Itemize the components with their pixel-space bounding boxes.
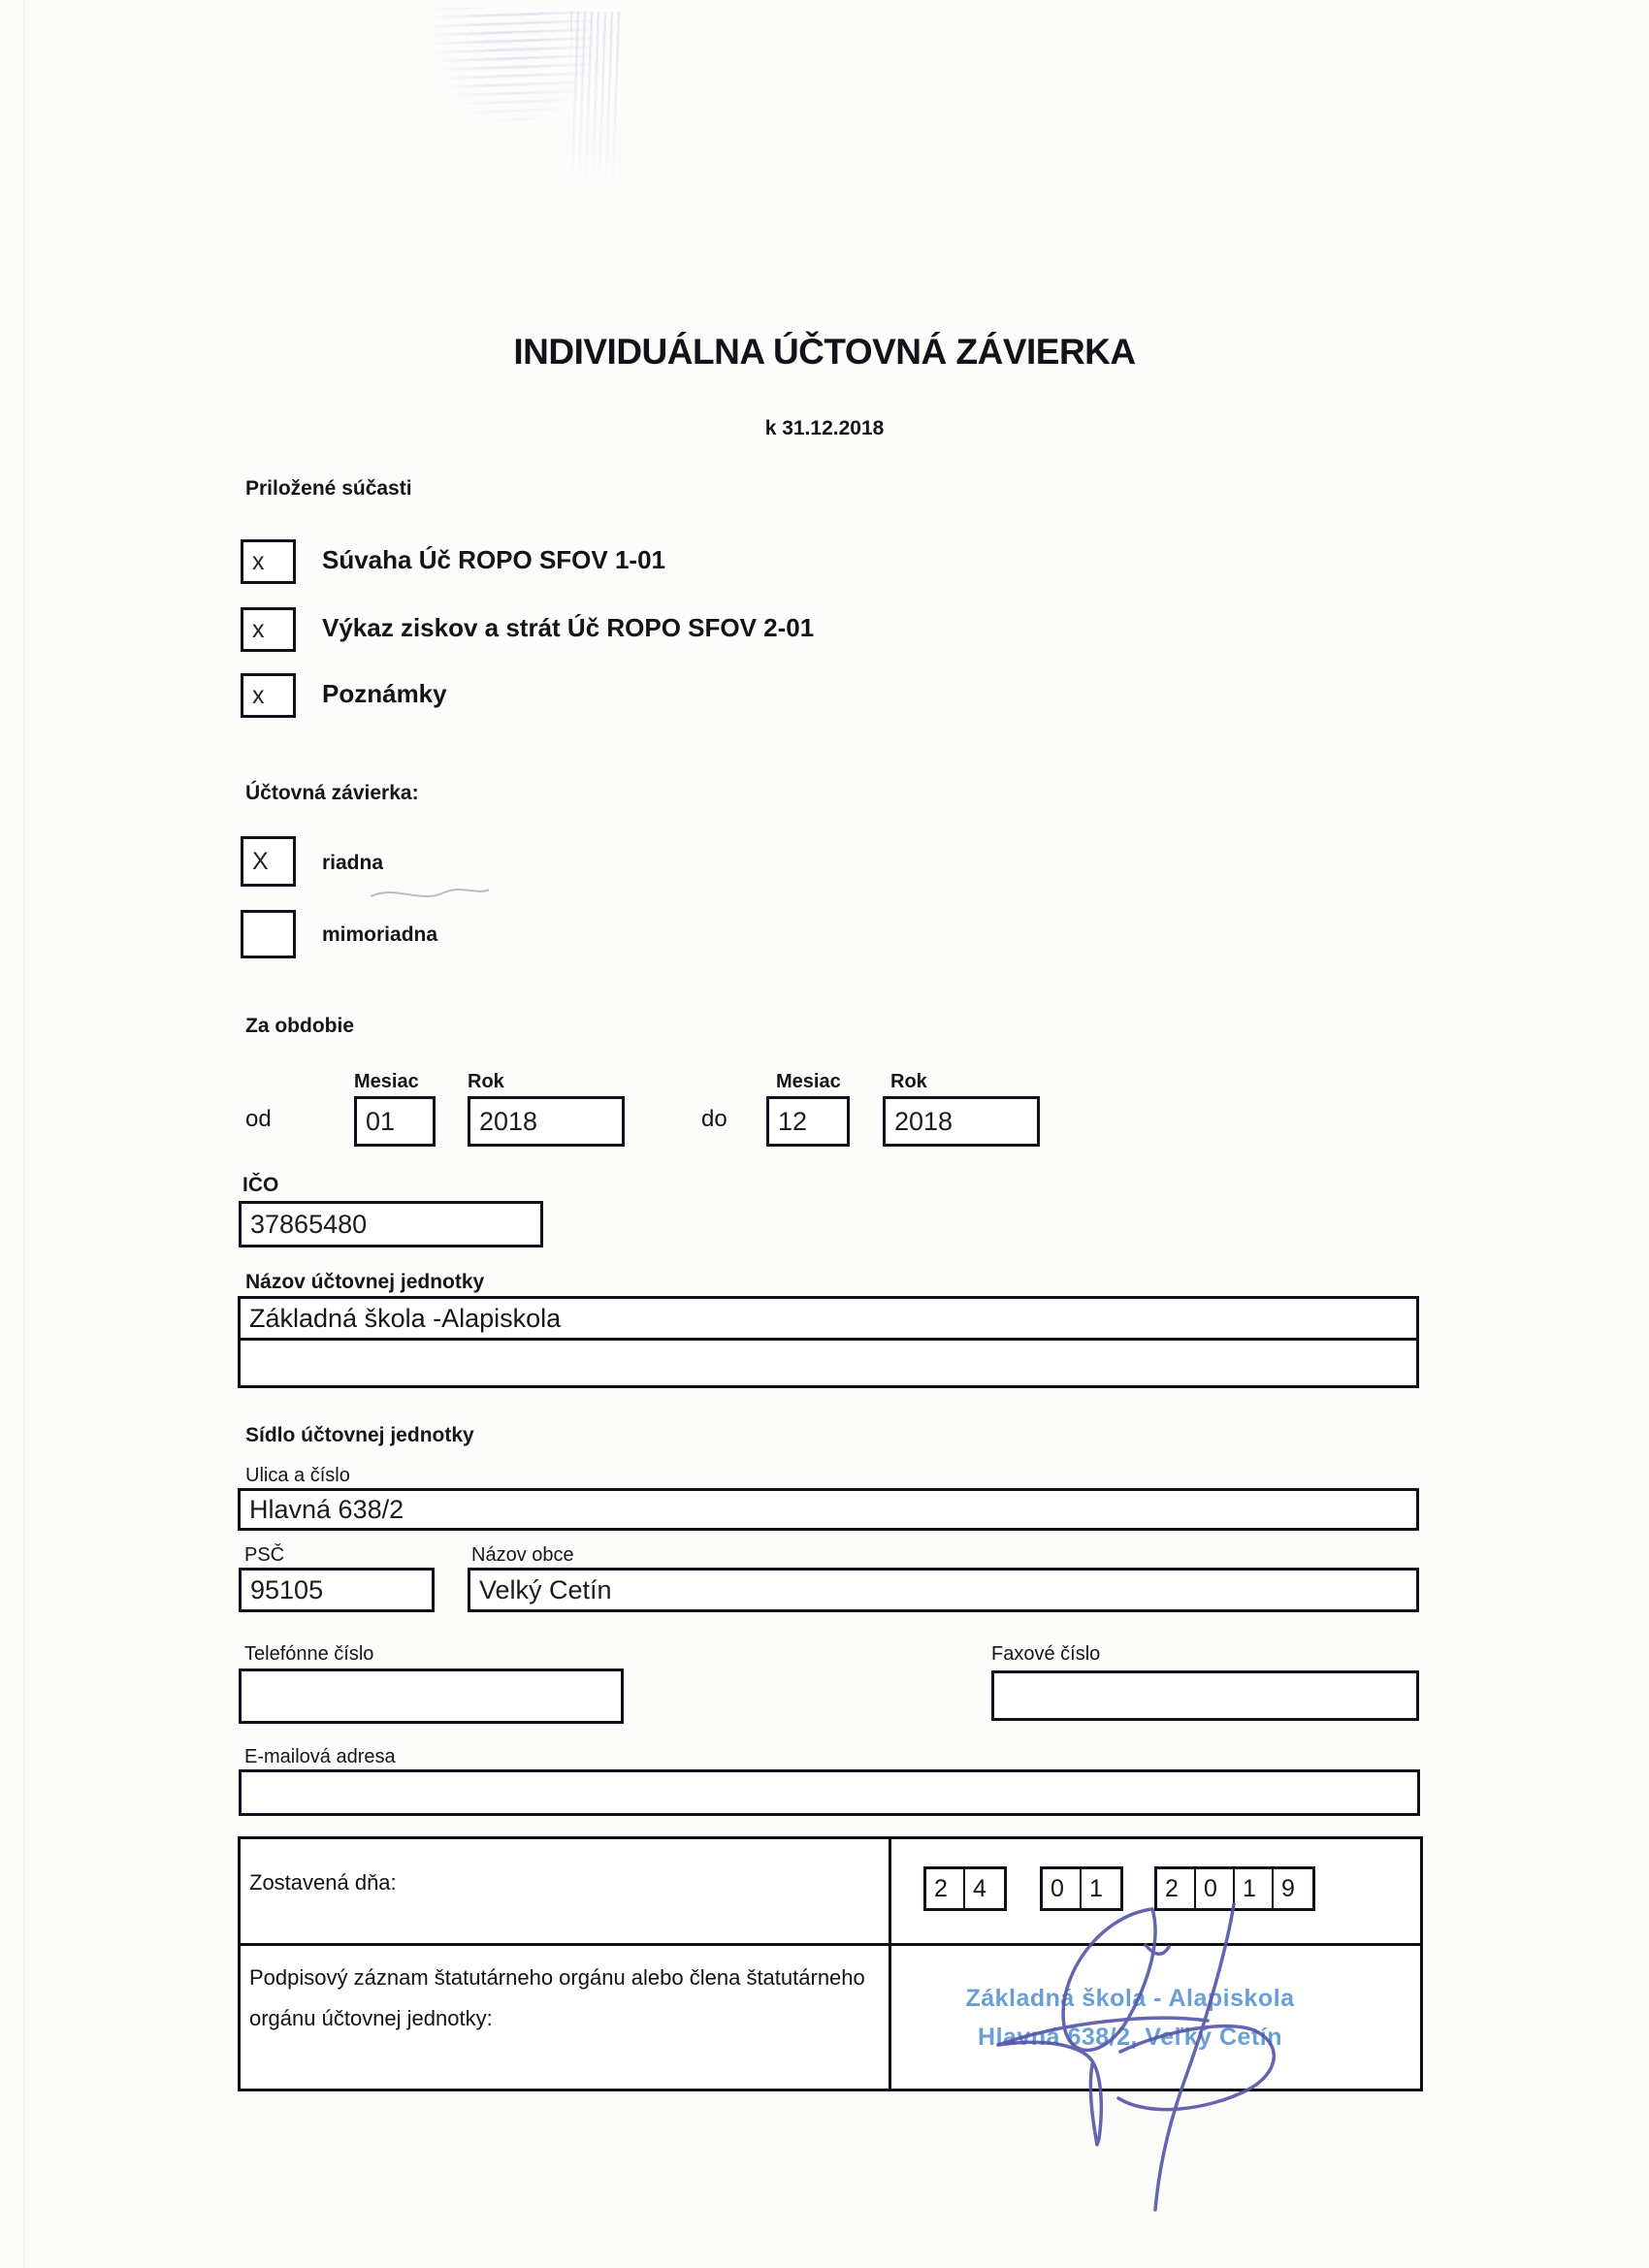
fax-field [991,1670,1419,1721]
date-digit: 9 [1281,1874,1295,1902]
page-title: INDIVIDUÁLNA ÚČTOVNÁ ZÁVIERKA [513,332,1136,372]
entity-name-row2 [241,1338,1416,1385]
city-label: Názov obce [471,1544,574,1566]
attachment-label-vykaz: Výkaz ziskov a strát Úč ROPO SFOV 2-01 [322,613,815,642]
handwritten-signature [975,1885,1295,2253]
date-digit: 1 [1089,1874,1103,1902]
ico-field: 37865480 [239,1201,543,1247]
month-label-from: Mesiac [354,1071,419,1092]
closure-heading: Účtovná závierka: [245,782,419,804]
to-year-field: 2018 [883,1096,1040,1147]
fax-label: Faxové číslo [991,1643,1101,1665]
date-digit: 2 [926,1869,965,1908]
period-heading: Za obdobie [245,1015,354,1037]
address-heading: Sídlo účtovnej jednotky [245,1424,474,1446]
street-field: Hlavná 638/2 [238,1488,1419,1531]
checkbox-mark: X [252,847,269,875]
zip-field: 95105 [239,1568,435,1612]
to-month-field: 12 [766,1096,850,1147]
phone-label: Telefónne číslo [244,1643,374,1665]
email-label: E-mailová adresa [244,1746,396,1767]
date-digit: 4 [973,1874,986,1902]
checkbox-suvaha [241,539,296,584]
attachment-label-suvaha: Súvaha Úč ROPO SFOV 1-01 [322,545,666,574]
checkbox-mark: x [252,547,265,575]
attachments-heading: Priložené súčasti [245,477,412,500]
entity-name-label: Názov účtovnej jednotky [245,1271,485,1293]
checkbox-riadna [241,836,296,887]
date-digit: 1 [1235,1869,1274,1908]
date-digit: 0 [1196,1869,1235,1908]
checkbox-mimoriadna [241,910,296,958]
attachment-label-poznamky: Poznámky [322,679,447,708]
scan-squiggle [367,881,493,906]
year-label-from: Rok [468,1071,504,1092]
stamp-line1: Základná škola - Alapiskola [965,1985,1295,2012]
email-field [239,1769,1420,1816]
checkbox-mark: x [252,615,265,643]
entity-name-field [238,1296,1419,1388]
from-label: od [245,1106,272,1132]
month-label-to: Mesiac [776,1071,841,1092]
page-subtitle: k 31.12.2018 [764,417,885,439]
city-field: Velký Cetín [468,1568,1419,1612]
signature-label-line1: Podpisový záznam štatutárneho orgánu alebo člena štatutárneho [249,1965,865,1990]
table-divider-vertical [889,1839,891,2089]
entity-name-row1: Základná škola -Alapiskola [249,1303,562,1333]
closure-label-mimoriadna: mimoriadna [322,923,438,946]
to-label: do [701,1106,728,1132]
scan-smudge [570,12,621,196]
year-label-to: Rok [890,1071,927,1092]
signature-label-line2: orgánu účtovnej jednotky: [249,2006,493,2030]
street-label: Ulica a číslo [245,1465,350,1486]
closure-label-riadna: riadna [322,852,384,874]
zip-label: PSČ [244,1544,285,1566]
compiled-date-label: Zostavená dňa: [249,1870,397,1895]
ico-label: IČO [242,1174,279,1196]
date-digit: 2 [1157,1869,1196,1908]
checkbox-poznamky [241,673,296,718]
from-month-field: 01 [354,1096,436,1147]
phone-field [239,1669,624,1724]
checkbox-vykaz [241,607,296,652]
from-year-field: 2018 [468,1096,625,1147]
date-digit: 0 [1043,1869,1082,1908]
checkbox-mark: x [252,681,265,709]
stamp-line2: Hlavná 638/2, Veľký Cetín [978,2024,1282,2051]
